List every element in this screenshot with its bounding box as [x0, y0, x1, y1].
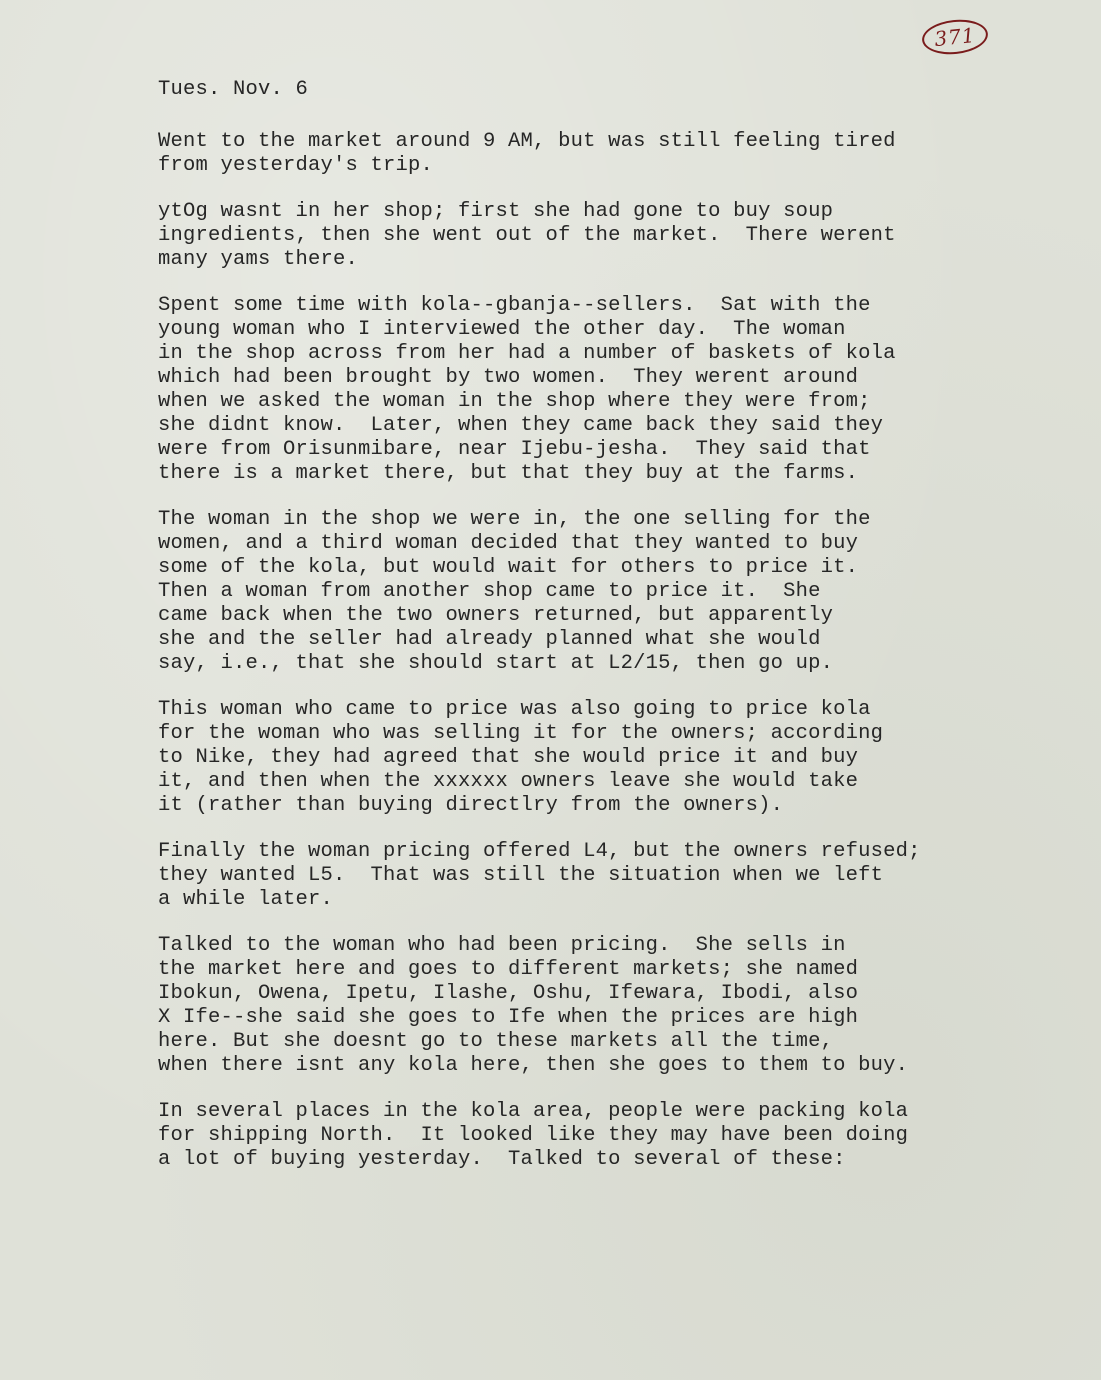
text-line: a lot of buying yesterday. Talked to several of these: [158, 1148, 846, 1171]
paragraph [158, 698, 1038, 818]
entry-date: Tues. Nov. 6 [158, 78, 309, 101]
paragraph-list [158, 130, 1038, 1172]
paragraph [158, 200, 1038, 272]
page-number-stamp [920, 17, 989, 58]
text-line: some of the kola, but would wait for others to price it. [158, 556, 859, 579]
paragraph [158, 508, 1038, 676]
text-line: ingredients, then she went out of the market. There werent [158, 224, 896, 247]
text-line: to Nike, they had agreed that she would price it and buy [158, 746, 859, 769]
page-number: 371 [933, 22, 977, 52]
text-line: came back when the two owners returned, but apparently [158, 604, 834, 627]
text-line: Spent some time with kola--gbanja--sellers. Sat with the [158, 294, 871, 317]
text-line: for the woman who was selling it for the owners; according [158, 722, 884, 745]
text-line: it (rather than buying directlry from the owners). [158, 794, 784, 817]
text-line: women, and a third woman decided that they wanted to buy [158, 532, 859, 555]
text-line: in the shop across from her had a number of baskets of kola [158, 342, 896, 365]
text-line: Talked to the woman who had been pricing. She sells in [158, 934, 846, 957]
text-line: they wanted L5. That was still the situation when we left [158, 864, 884, 887]
paragraph [158, 934, 1038, 1078]
text-line: she and the seller had already planned what she would [158, 628, 821, 651]
text-line: Then a woman from another shop came to price it. She [158, 580, 821, 603]
text-line: there is a market there, but that they buy at the farms. [158, 462, 859, 485]
text-line: young woman who I interviewed the other day. The woman [158, 318, 846, 341]
text-line: a while later. [158, 888, 334, 911]
text-line: when there isnt any kola here, then she goes to them to buy. [158, 1054, 909, 1077]
text-line: The woman in the shop we were in, the one selling for the [158, 508, 871, 531]
paragraph [158, 130, 1038, 178]
typed-notes [158, 78, 1038, 1194]
text-line: say, i.e., that she should start at L2/15, then go up. [158, 652, 834, 675]
paragraph [158, 840, 1038, 912]
text-line: This woman who came to price was also going to price kola [158, 698, 871, 721]
text-line: X Ife--she said she goes to Ife when the prices are high [158, 1006, 859, 1029]
text-line: Went to the market around 9 AM, but was still feeling tired [158, 130, 896, 153]
text-line: when we asked the woman in the shop where they were from; [158, 390, 871, 413]
text-line: In several places in the kola area, people were packing kola [158, 1100, 909, 1123]
text-line: the market here and goes to different markets; she named [158, 958, 859, 981]
text-line: which had been brought by two women. They werent around [158, 366, 859, 389]
text-line: Finally the woman pricing offered L4, but the owners refused; [158, 840, 921, 863]
text-line: it, and then when the xxxxxx owners leave she would take [158, 770, 859, 793]
text-line: from yesterday's trip. [158, 154, 434, 177]
text-line: were from Orisunmibare, near Ijebu-jesha. They said that [158, 438, 871, 461]
paragraph [158, 294, 1038, 486]
text-line: Ibokun, Owena, Ipetu, Ilashe, Oshu, Ifewara, Ibodi, also [158, 982, 859, 1005]
text-line: she didnt know. Later, when they came back they said they [158, 414, 884, 437]
text-line: for shipping North. It looked like they may have been doing [158, 1124, 909, 1147]
paragraph [158, 1100, 1038, 1172]
text-line: here. But she doesnt go to these markets all the time, [158, 1030, 834, 1053]
text-line: ytOg wasnt in her shop; first she had gone to buy soup [158, 200, 834, 223]
text-line: many yams there. [158, 248, 359, 271]
